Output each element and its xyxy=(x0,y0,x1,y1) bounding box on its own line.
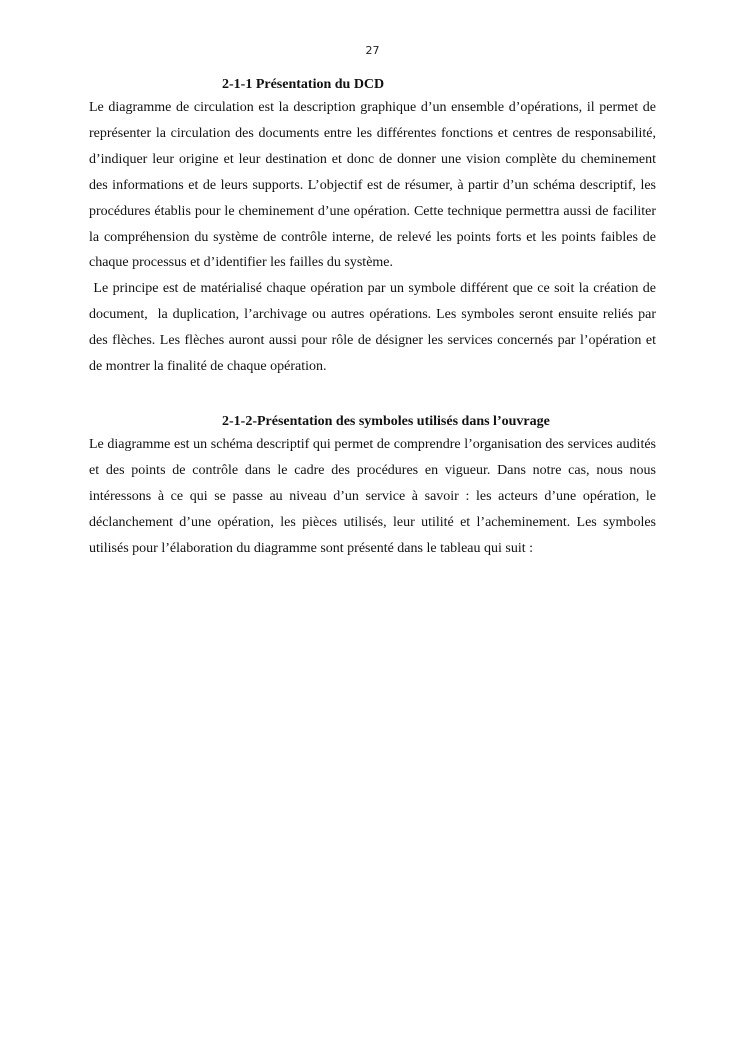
page-number: 27 xyxy=(365,44,380,57)
paragraph-dcd-principle: Le principe est de matérialisé chaque opération par un symbole différent que ce soit la création de document, la duplication, l’archivage ou autres opérations. Les symboles seront ensuite reliés par des flèches. Les flèches auront aussi pour rôle de désigner les services concernés par l’opération et de montrer la finalité de chaque opération. xyxy=(89,281,660,375)
section-heading-dcd: 2-1-1 Présentation du DCD xyxy=(222,77,385,92)
section-spacer xyxy=(89,380,656,412)
paragraph-dcd-description: Le diagramme de circulation est la description graphique d’un ensemble d’opérations, il permet de représenter la circulation des documents entre les différentes fonctions et centres de responsabilité, d’indiquer leur origine et leur destination et donc de donner une vision complète du cheminement des informations et de leurs supports. L’objectif est de résumer, à partir d’un schéma descriptif, les procédures établis pour le cheminement d’une opération. Cette technique permettra aussi de faciliter la compréhension du système de contrôle interne, de relevé les points forts et les points faibles de chaque processus et d’identifier les failles du système. xyxy=(89,100,660,271)
section-heading-symbols: 2-1-2-Présentation des symboles utilisés dans l’ouvrage xyxy=(222,413,550,429)
document-body xyxy=(89,75,660,562)
paragraph-symbols-description: Le diagramme est un schéma descriptif qui permet de comprendre l’organisation des services audités et des points de contrôle dans le cadre des procédures en vigueur. Dans notre cas, nous nous intéressons à ce qui se passe au niveau d’un service à savoir : les acteurs d’une opération, le déclanchement d’une opération, les pièces utilisés, leur utilité et l’acheminement. Les symboles utilisés pour l’élaboration du diagramme sont présenté dans le tableau qui suit : xyxy=(89,436,660,556)
